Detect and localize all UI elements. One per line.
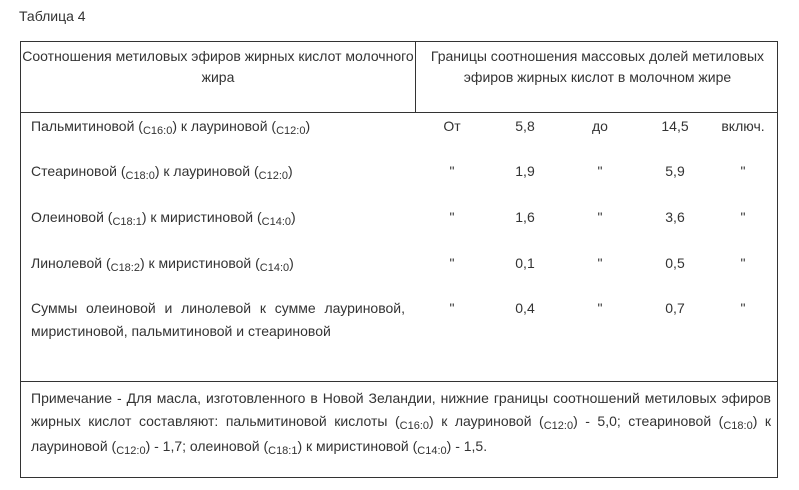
header-bottom-rule <box>21 112 777 113</box>
row-to: " <box>597 209 603 225</box>
row-min: 1,6 <box>515 209 535 225</box>
row-from: " <box>449 300 455 316</box>
row-max: 5,9 <box>665 163 685 179</box>
row-min: 0,1 <box>515 255 535 271</box>
row-subscript: C18:2 <box>110 262 140 274</box>
row-label-part: ) к миристиновой ( <box>139 255 260 271</box>
note-top-rule <box>21 381 777 382</box>
row-min: 1,9 <box>515 163 535 179</box>
row-min: 5,8 <box>515 118 535 134</box>
table-caption: Таблица 4 <box>19 8 86 24</box>
row-to: до <box>592 118 608 134</box>
row-max: 0,7 <box>665 300 685 316</box>
row-max: 3,6 <box>665 209 685 225</box>
row-label-part: Линолевой ( <box>31 255 111 271</box>
row-label-part: ) к лауриновой ( <box>172 118 277 134</box>
row-label <box>31 252 405 277</box>
row-subscript: C16:0 <box>142 125 173 137</box>
row-from: " <box>449 255 455 271</box>
row-label-part: Олеиновой ( <box>31 209 113 225</box>
note-subscript: C18:1 <box>268 445 298 457</box>
row-label-part: Стеариновой ( <box>31 163 126 179</box>
row-subscript: C14:0 <box>259 262 290 274</box>
table-note <box>31 387 771 460</box>
row-label-part: ) <box>289 255 294 271</box>
note-subscript: C12:0 <box>116 445 146 457</box>
row-max: 14,5 <box>661 118 689 134</box>
row-label-part: ) к миристиновой ( <box>141 209 262 225</box>
row-label-part: Пальмитиновой ( <box>31 118 143 134</box>
row-inclusive: включ. <box>721 118 765 134</box>
data-table <box>20 41 778 478</box>
row-label-part: ) к лауриновой ( <box>154 163 259 179</box>
row-to: " <box>597 255 603 271</box>
row-inclusive: " <box>740 209 746 225</box>
note-text: ) - 5,0; стеариновой ( <box>573 413 724 429</box>
header-ratio: Соотношения метиловых эфиров жирных кислот молочного жира <box>22 48 414 85</box>
row-subscript: C12:0 <box>258 170 288 182</box>
row-inclusive: " <box>740 163 746 179</box>
row-from: " <box>449 163 455 179</box>
row-inclusive: " <box>740 300 746 316</box>
note-text: ) - 1,5. <box>446 438 488 454</box>
row-label: Суммы олеиновой и линолевой к сумме лауриновой, миристиновой, пальмитиновой и стеариновой <box>31 300 405 339</box>
note-text: ) к миристиновой ( <box>297 438 418 454</box>
row-from: От <box>443 118 461 134</box>
row-from: " <box>449 209 455 225</box>
row-to: " <box>597 300 603 316</box>
row-inclusive: " <box>740 255 746 271</box>
row-min: 0,4 <box>515 300 535 316</box>
note-text: ) к лауриновой ( <box>429 413 544 429</box>
note-subscript: C14:0 <box>417 445 447 457</box>
note-subscript: C18:0 <box>723 420 753 432</box>
row-subscript: C14:0 <box>261 216 291 228</box>
row-subscript: C18:0 <box>125 170 155 182</box>
row-to: " <box>597 163 603 179</box>
row-label-part: ) <box>291 209 296 225</box>
note-text: ) - 1,7; олеиновой ( <box>145 438 269 454</box>
header-limits: Границы соотношения массовых долей метиловых эфиров жирных кислот в молочном жире <box>430 48 765 85</box>
row-label <box>31 160 405 185</box>
note-text: Примечание - Для масла, изготовленного в Новой Зеландии, нижние границы соотношений метиловых эфиров жирных кислот составляют: пальмитиновой кислоты ( <box>31 390 771 429</box>
note-subscript: C16:0 <box>399 420 430 432</box>
header-divider <box>415 42 416 112</box>
row-label-part: ) <box>305 118 311 134</box>
row-label-part: ) <box>288 163 293 179</box>
row-label <box>31 115 405 140</box>
row-subscript: C12:0 <box>276 125 306 137</box>
note-text: ) к лауриновой ( <box>31 413 771 454</box>
row-label <box>31 206 405 231</box>
note-subscript: C12:0 <box>543 420 574 432</box>
row-subscript: C18:1 <box>112 216 142 228</box>
row-max: 0,5 <box>665 255 685 271</box>
